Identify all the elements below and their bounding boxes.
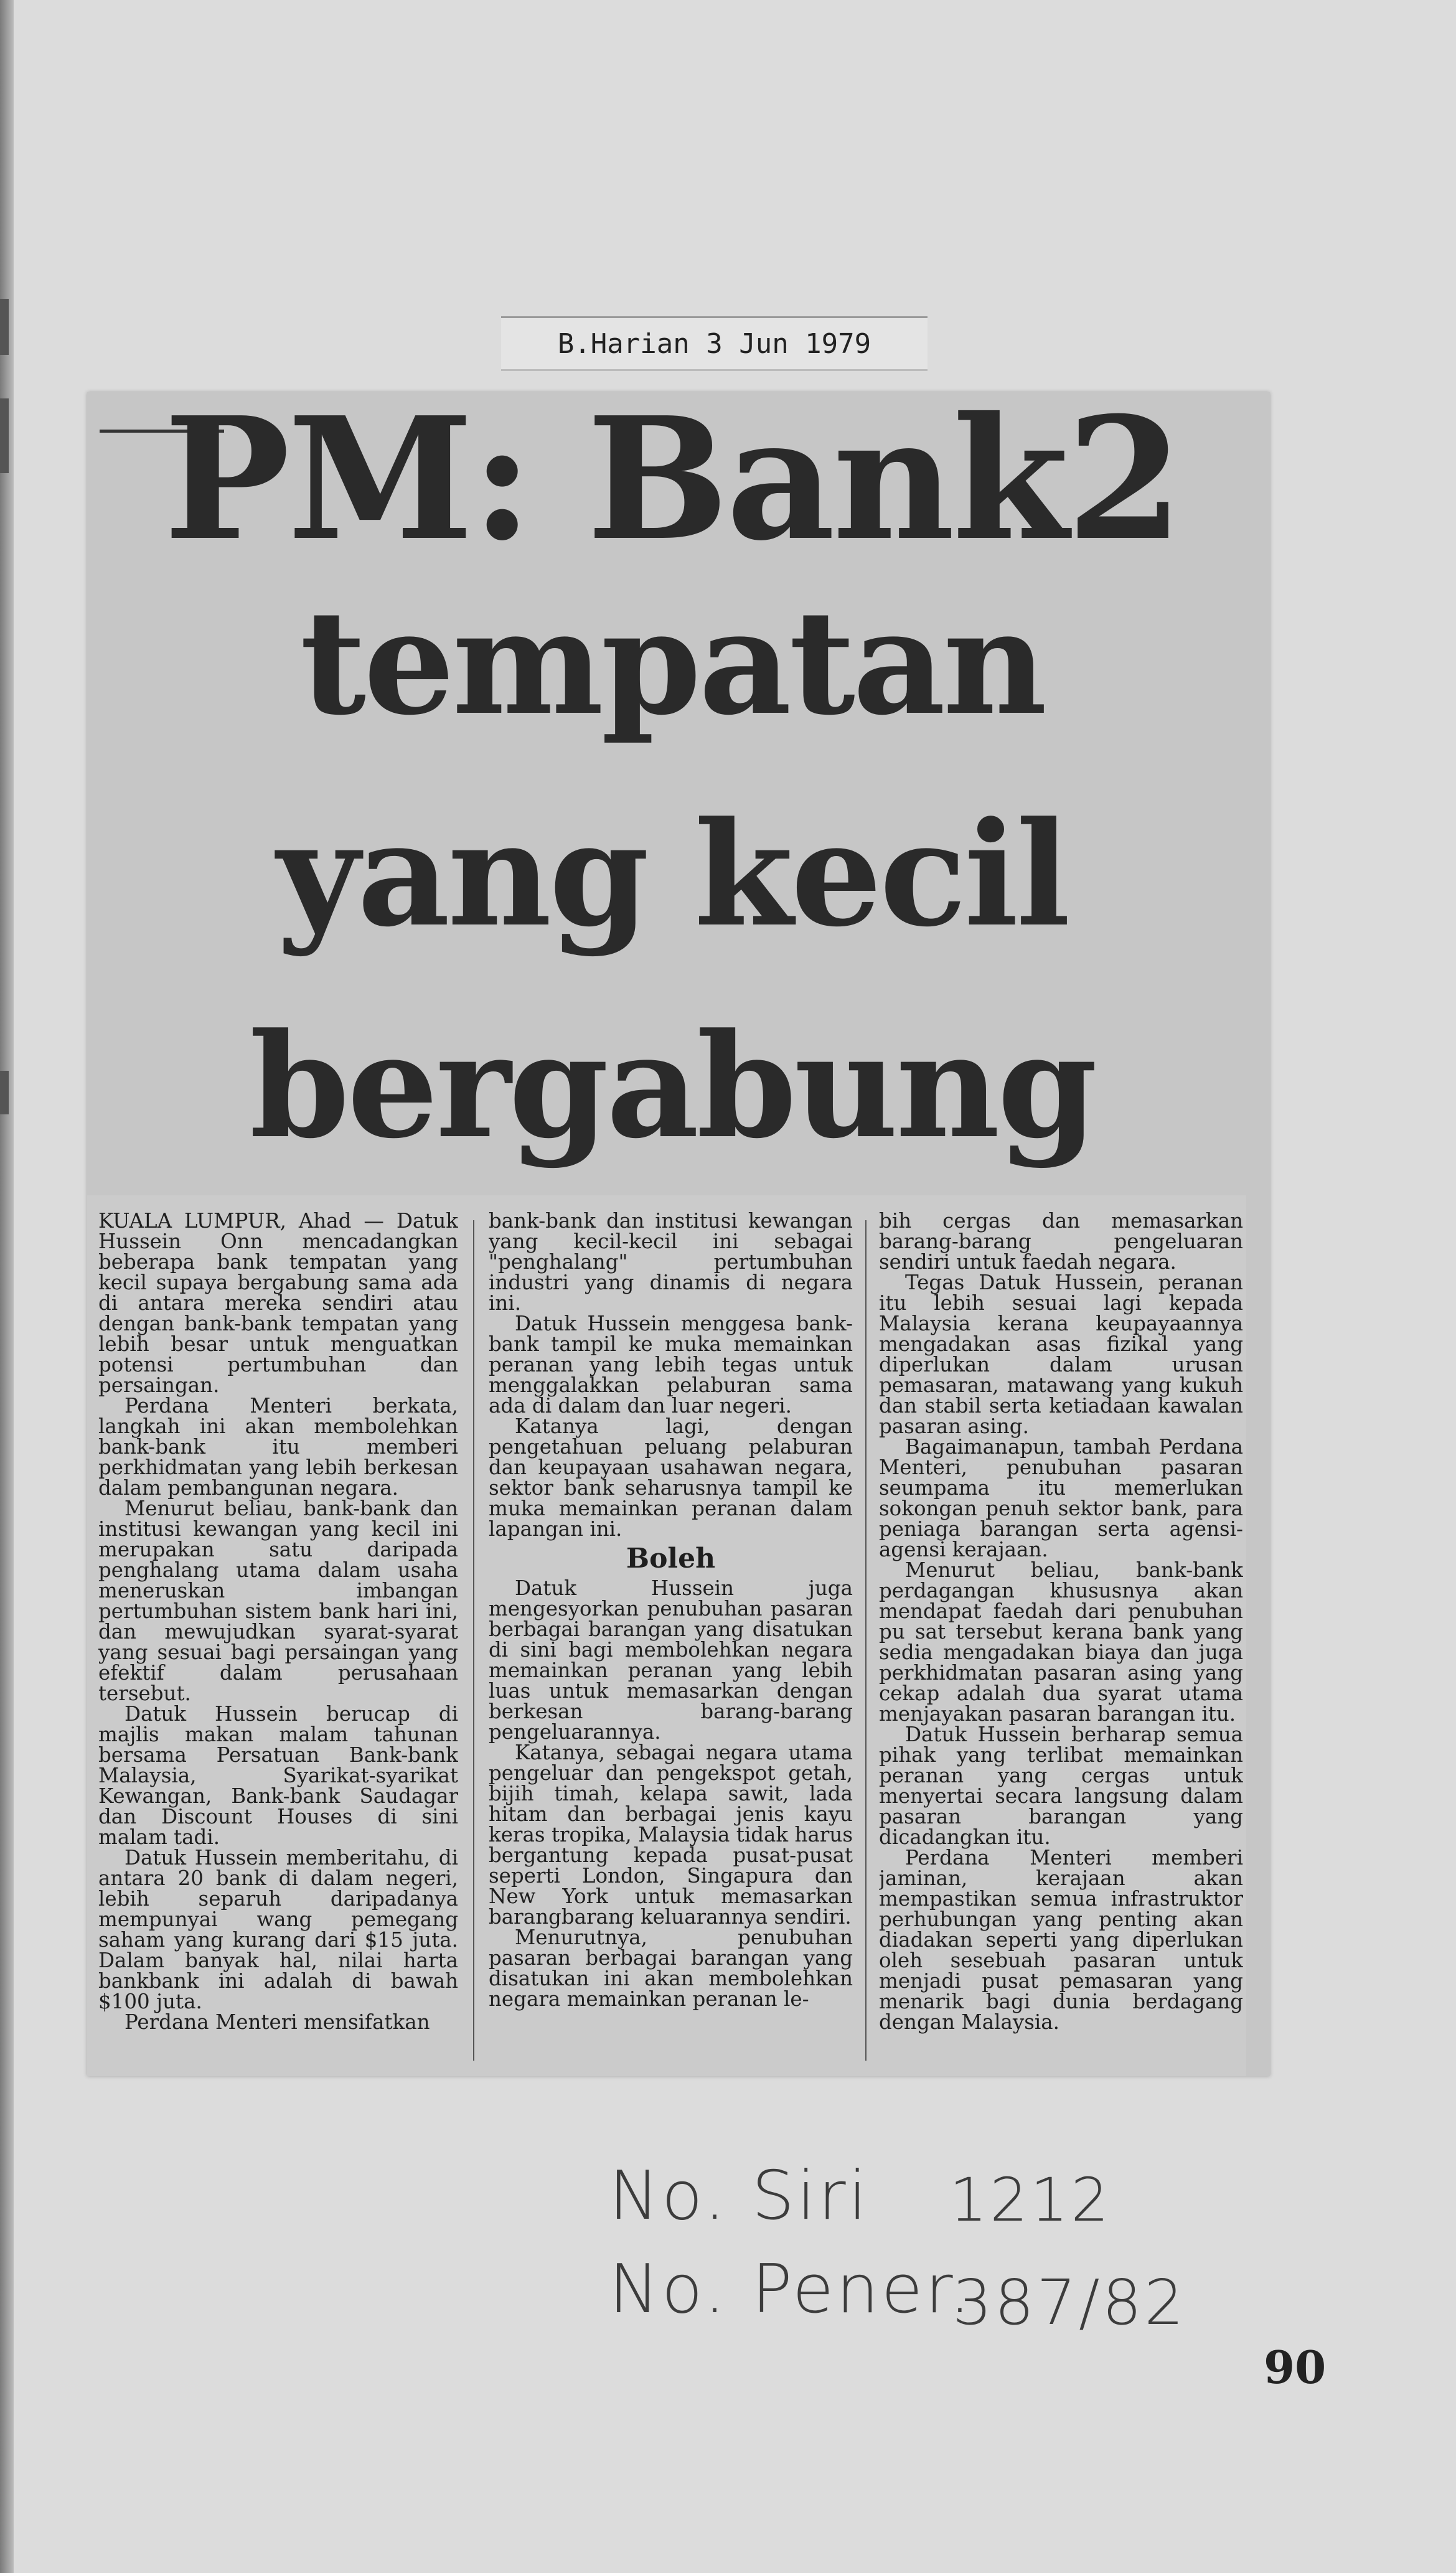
handwritten-pener-label: No. Pener. — [609, 2251, 974, 2328]
article-column-1 — [98, 1211, 458, 2073]
source-label: B.Harian 3 Jun 1979 — [501, 316, 928, 371]
headline-line-2: tempatan — [299, 579, 1045, 747]
handwritten-siri-number: 1212 — [949, 2165, 1112, 2235]
article-column-3 — [879, 1211, 1243, 2073]
paragraph: Menurutnya, penubuhan pasaran berbagai barangan yang disatukan ini akan membolehkan negara memainkan peranan le- — [489, 1926, 853, 2011]
paragraph: Bagaimanapun, tambah Perdana Menteri, penubuhan pasaran seumpama itu memerlukan sokongan penuh sektor bank, para peniaga barangan serta agensi-agensi kerajaan. — [879, 1435, 1243, 1561]
paragraph: Katanya, sebagai negara utama pengeluar dan pengekspot getah, bijih timah, kelapa sawit, lada hitam dan berbagai jenis kayu keras tropika, Malaysia tidak harus bergantung kepada pusat-pusat seperti London, Singapura dan New York untuk memasarkan barangbarang keluarannya sendiri. — [489, 1741, 853, 1929]
headline-line-1: PM: Bank2 — [164, 380, 1181, 578]
paragraph: bih cergas dan memasarkan barang-barang pengeluaran sendiri untuk faedah negara. — [879, 1211, 1243, 1274]
paragraph: Perdana Menteri berkata, langkah ini akan membolehkan bank-bank itu memberi perkhidmatan yang lebih berkesan dalam pembangunan negara. — [98, 1394, 458, 1500]
binding-edge — [0, 0, 14, 2573]
paragraph: Perdana Menteri mensifatkan — [124, 2010, 430, 2034]
article-column-2 — [489, 1211, 853, 2073]
paragraph: Menurut beliau, bank-bank dan institusi kewangan yang kecil ini merupakan satu daripada penghalang utama dalam usaha meneruskan imbangan pertumbuhan sistem bank hari ini, dan mewujudkan syarat-syarat yang sesuai bagi persaingan yang efektif dalam perusahaan tersebut. — [98, 1497, 458, 1705]
paragraph: Menurut beliau, bank-bank perdagangan khususnya akan mendapat faedah dari penubuhan pu sat tersebut kerana bank yang sedia mengadakan biaya dan juga perkhidmatan pasaran asing yang cekap adalah dua syarat utama menjayakan pasaran barangan itu. — [879, 1558, 1243, 1726]
paragraph: KUALA LUMPUR, Ahad — Datuk Hussein Onn mencadangkan beberapa bank tempatan yang kecil supaya bergabung sama ada di antara mereka sendiri atau dengan bank-bank tempatan yang lebih besar untuk menguatkan potensi pertumbuhan dan persaingan. — [98, 1211, 458, 1397]
handwritten-pener-number: 387/82 — [952, 2266, 1186, 2339]
paragraph: Datuk Hussein memberitahu, di antara 20 bank di dalam negeri, lebih separuh daripadanya mempunyai wang pemegang saham yang kurang dari $15 juta. Dalam banyak hal, nilai harta bankbank ini adalah di bawah $100 juta. — [98, 1846, 458, 2013]
page-number: 90 — [1264, 2341, 1327, 2394]
handwritten-siri-label: No. Siri — [609, 2157, 870, 2235]
paragraph: Datuk Hussein berucap di majlis makan malam tahunan bersama Persatuan Bank-bank Malaysia, Syarikat-syarikat Kewangan, Bank-bank Saudagar dan Discount Houses di sini malam tadi. — [98, 1702, 458, 1849]
paragraph: bank-bank dan institusi kewangan yang kecil-kecil ini sebagai "penghalang" pertumbuhan industri yang dinamis di negara ini. — [489, 1211, 853, 1315]
paragraph: Perdana Menteri memberi jaminan, kerajaan akan mempastikan semua infrastruktor perhubungan yang penting akan diadakan seperti yang diperlukan oleh sesebuah pasaran untuk menjadi pusat pemasaran yang menarik bagi dunia berdagang dengan Malaysia. — [879, 1846, 1243, 2034]
paragraph: Tegas Datuk Hussein, peranan itu lebih sesuai lagi kepada Malaysia kerana keupayaannya mengadakan asas fizikal yang diperlukan dalam urusan pemasaran, matawang yang kukuh dan stabil serta ketiadaan kawalan pasaran asing. — [879, 1271, 1243, 1438]
headline-line-4: bergabung — [249, 1002, 1096, 1170]
headline-line-3: yang kecil — [276, 791, 1068, 959]
paragraph: Katanya lagi, dengan pengetahuan peluang pelaburan dan keupayaan usahawan negara, sektor bank seharusnya tampil ke muka memainkan peranan dalam lapangan ini. — [489, 1414, 853, 1541]
paragraph: Datuk Hussein menggesa bank-bank tampil ke muka memainkan peranan yang lebih tegas untuk menggalakkan pelaburan sama ada di dalam dan luar negeri. — [489, 1312, 853, 1418]
paragraph: Datuk Hussein berharap semua pihak yang terlibat memainkan peranan yang cergas untuk menyertai secara langsung dalam pasaran barangan yang dicadangkan itu. — [879, 1723, 1243, 1849]
paragraph: Datuk Hussein juga mengesyorkan penubuhan pasaran berbagai barangan yang disatukan di sini bagi membolehkan negara memainkan peranan yang lebih luas untuk memasarkan dengan berkesan barang-barang pengeluarannya. — [489, 1576, 853, 1744]
column-divider — [865, 1220, 867, 2061]
column-divider — [473, 1220, 474, 2061]
subheading: Boleh — [626, 1543, 716, 1574]
